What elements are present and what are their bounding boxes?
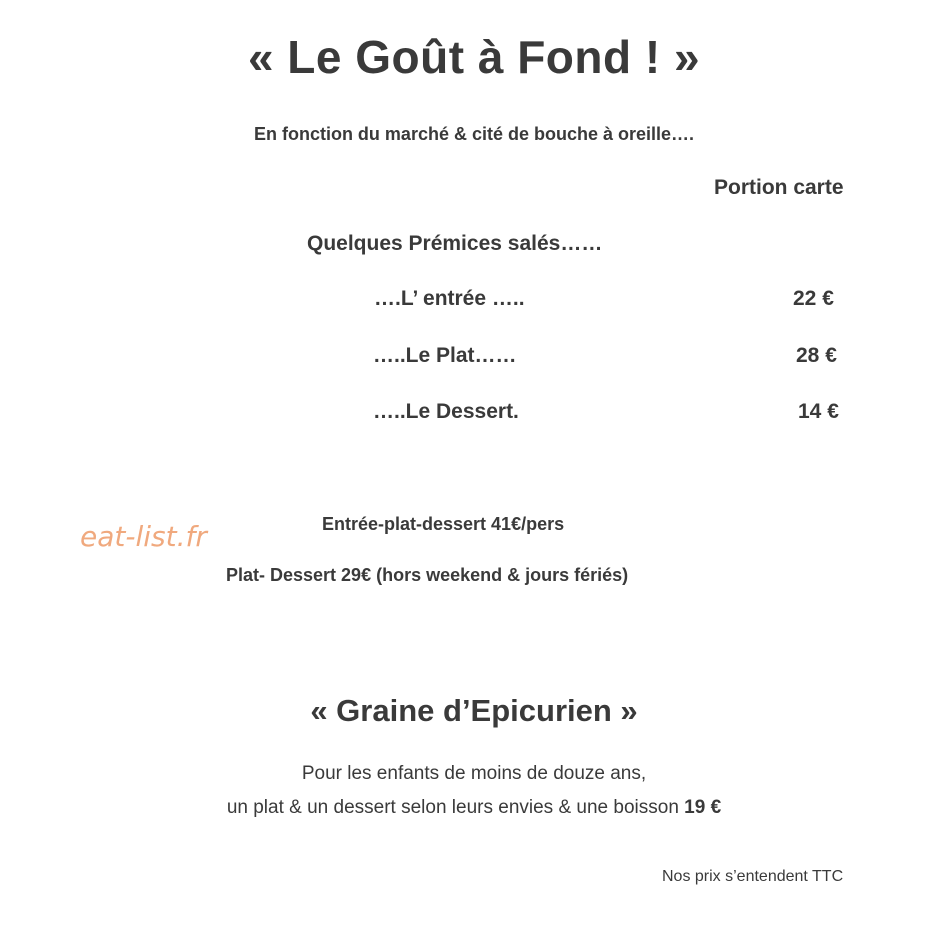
menu-item-dessert-price: 14 € (798, 400, 839, 423)
menu-item-plat-price: 28 € (796, 344, 837, 367)
menu-item-entree-name: ….L’ entrée ….. (374, 287, 525, 310)
kids-menu-line1: Pour les enfants de moins de douze ans, (301, 763, 647, 784)
kids-menu-line2 (0, 797, 948, 819)
price-note: Nos prix s’entendent TTC (662, 868, 844, 885)
portion-header: Portion carte (714, 176, 844, 199)
watermark-text: eat-list.fr (80, 520, 207, 553)
kids-menu-price: 19 € (684, 797, 722, 818)
menu-item-plat-name: …..Le Plat…… (373, 344, 517, 367)
menu-item-entree-price: 22 € (793, 287, 834, 310)
menu-title: « Le Goût à Fond ! » (247, 31, 701, 83)
kids-menu-description: un plat & un dessert selon leurs envies & une boisson (226, 797, 685, 818)
formula-full: Entrée-plat-dessert 41€/pers (322, 514, 565, 534)
menu-item-dessert-name: …..Le Dessert. (373, 400, 519, 423)
kids-menu-title: « Graine d’Epicurien » (310, 693, 638, 728)
premices-heading: Quelques Prémices salés…… (307, 232, 603, 255)
formula-plat-dessert: Plat- Dessert 29€ (hors weekend & jours fériés) (226, 565, 629, 585)
menu-subtitle: En fonction du marché & cité de bouche à oreille…. (253, 124, 695, 144)
